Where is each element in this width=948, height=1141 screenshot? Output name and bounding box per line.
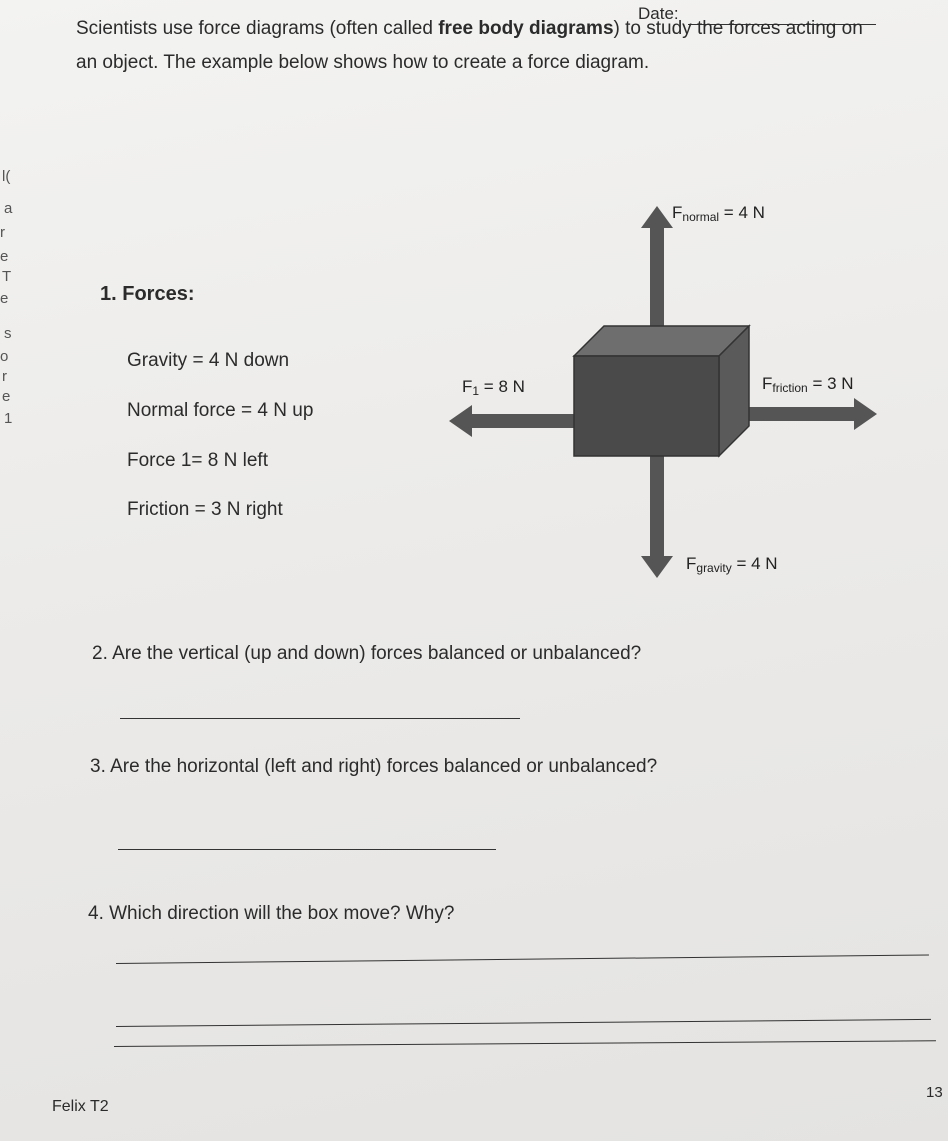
friction-force-label: Ffriction = 3 N xyxy=(762,374,854,395)
f1-arrow-shaft xyxy=(470,414,578,428)
force-item-normal: Normal force = 4 N up xyxy=(127,400,314,421)
answer-line-q4-2[interactable] xyxy=(116,1019,931,1027)
answer-line-q2[interactable] xyxy=(120,718,520,719)
f1-arrow-head xyxy=(449,405,472,437)
normal-arrow-head xyxy=(641,206,673,228)
page-number: 13 xyxy=(926,1084,943,1101)
answer-line-q4-3[interactable] xyxy=(114,1040,936,1047)
gravity-arrow-shaft xyxy=(650,455,664,559)
answer-line-q3[interactable] xyxy=(118,849,496,850)
question-4: 4. Which direction will the box move? Why? xyxy=(88,903,455,924)
normal-arrow-shaft xyxy=(650,226,664,330)
normal-force-label: Fnormal = 4 N xyxy=(672,203,765,224)
force-item-friction: Friction = 3 N right xyxy=(127,499,283,520)
worksheet-page: l( a r e T e s o r e 1 Date: Scientists use force diagrams (often called free body diagrams) to study the forces acting on an object. The example below shows how to create a force diagram. 1. Forces: Gravity = 4 N down Normal force = 4 N up Force 1= 8 N left Friction = 3 N right Fnormal = 4 N F1 = 8 N Ffriction = 3 N Fgravity = 4 N 2. Are the vertical (up and down) forces balanced or unbalanced? 3. Are the horizontal (left and right) forces balanced or unbalanced? 4. Which direction will the box move? Why? Felix T2 13 xyxy=(0,0,948,1141)
box-front-face xyxy=(574,356,719,456)
question-3: 3. Are the horizontal (left and right) forces balanced or unbalanced? xyxy=(90,756,658,777)
intro-paragraph: Scientists use force diagrams (often called free body diagrams) to study the forces acting on an object. The example below shows how to create a force diagram. xyxy=(76,18,863,73)
friction-arrow-head xyxy=(854,398,877,430)
gravity-arrow-head xyxy=(641,556,673,578)
question-1-title: 1. Forces: xyxy=(100,283,195,305)
force-item-gravity: Gravity = 4 N down xyxy=(127,350,290,371)
gravity-force-label: Fgravity = 4 N xyxy=(686,554,778,575)
footer-student-name: Felix T2 xyxy=(52,1098,109,1115)
friction-arrow-shaft xyxy=(746,407,856,421)
question-2: 2. Are the vertical (up and down) forces balanced or unbalanced? xyxy=(92,643,642,664)
answer-line-q4-1[interactable] xyxy=(116,954,929,964)
force-item-f1: Force 1= 8 N left xyxy=(127,450,268,471)
f1-force-label: F1 = 8 N xyxy=(462,377,525,398)
bold-term: free body diagrams xyxy=(438,18,614,39)
date-label: Date: xyxy=(638,4,679,23)
